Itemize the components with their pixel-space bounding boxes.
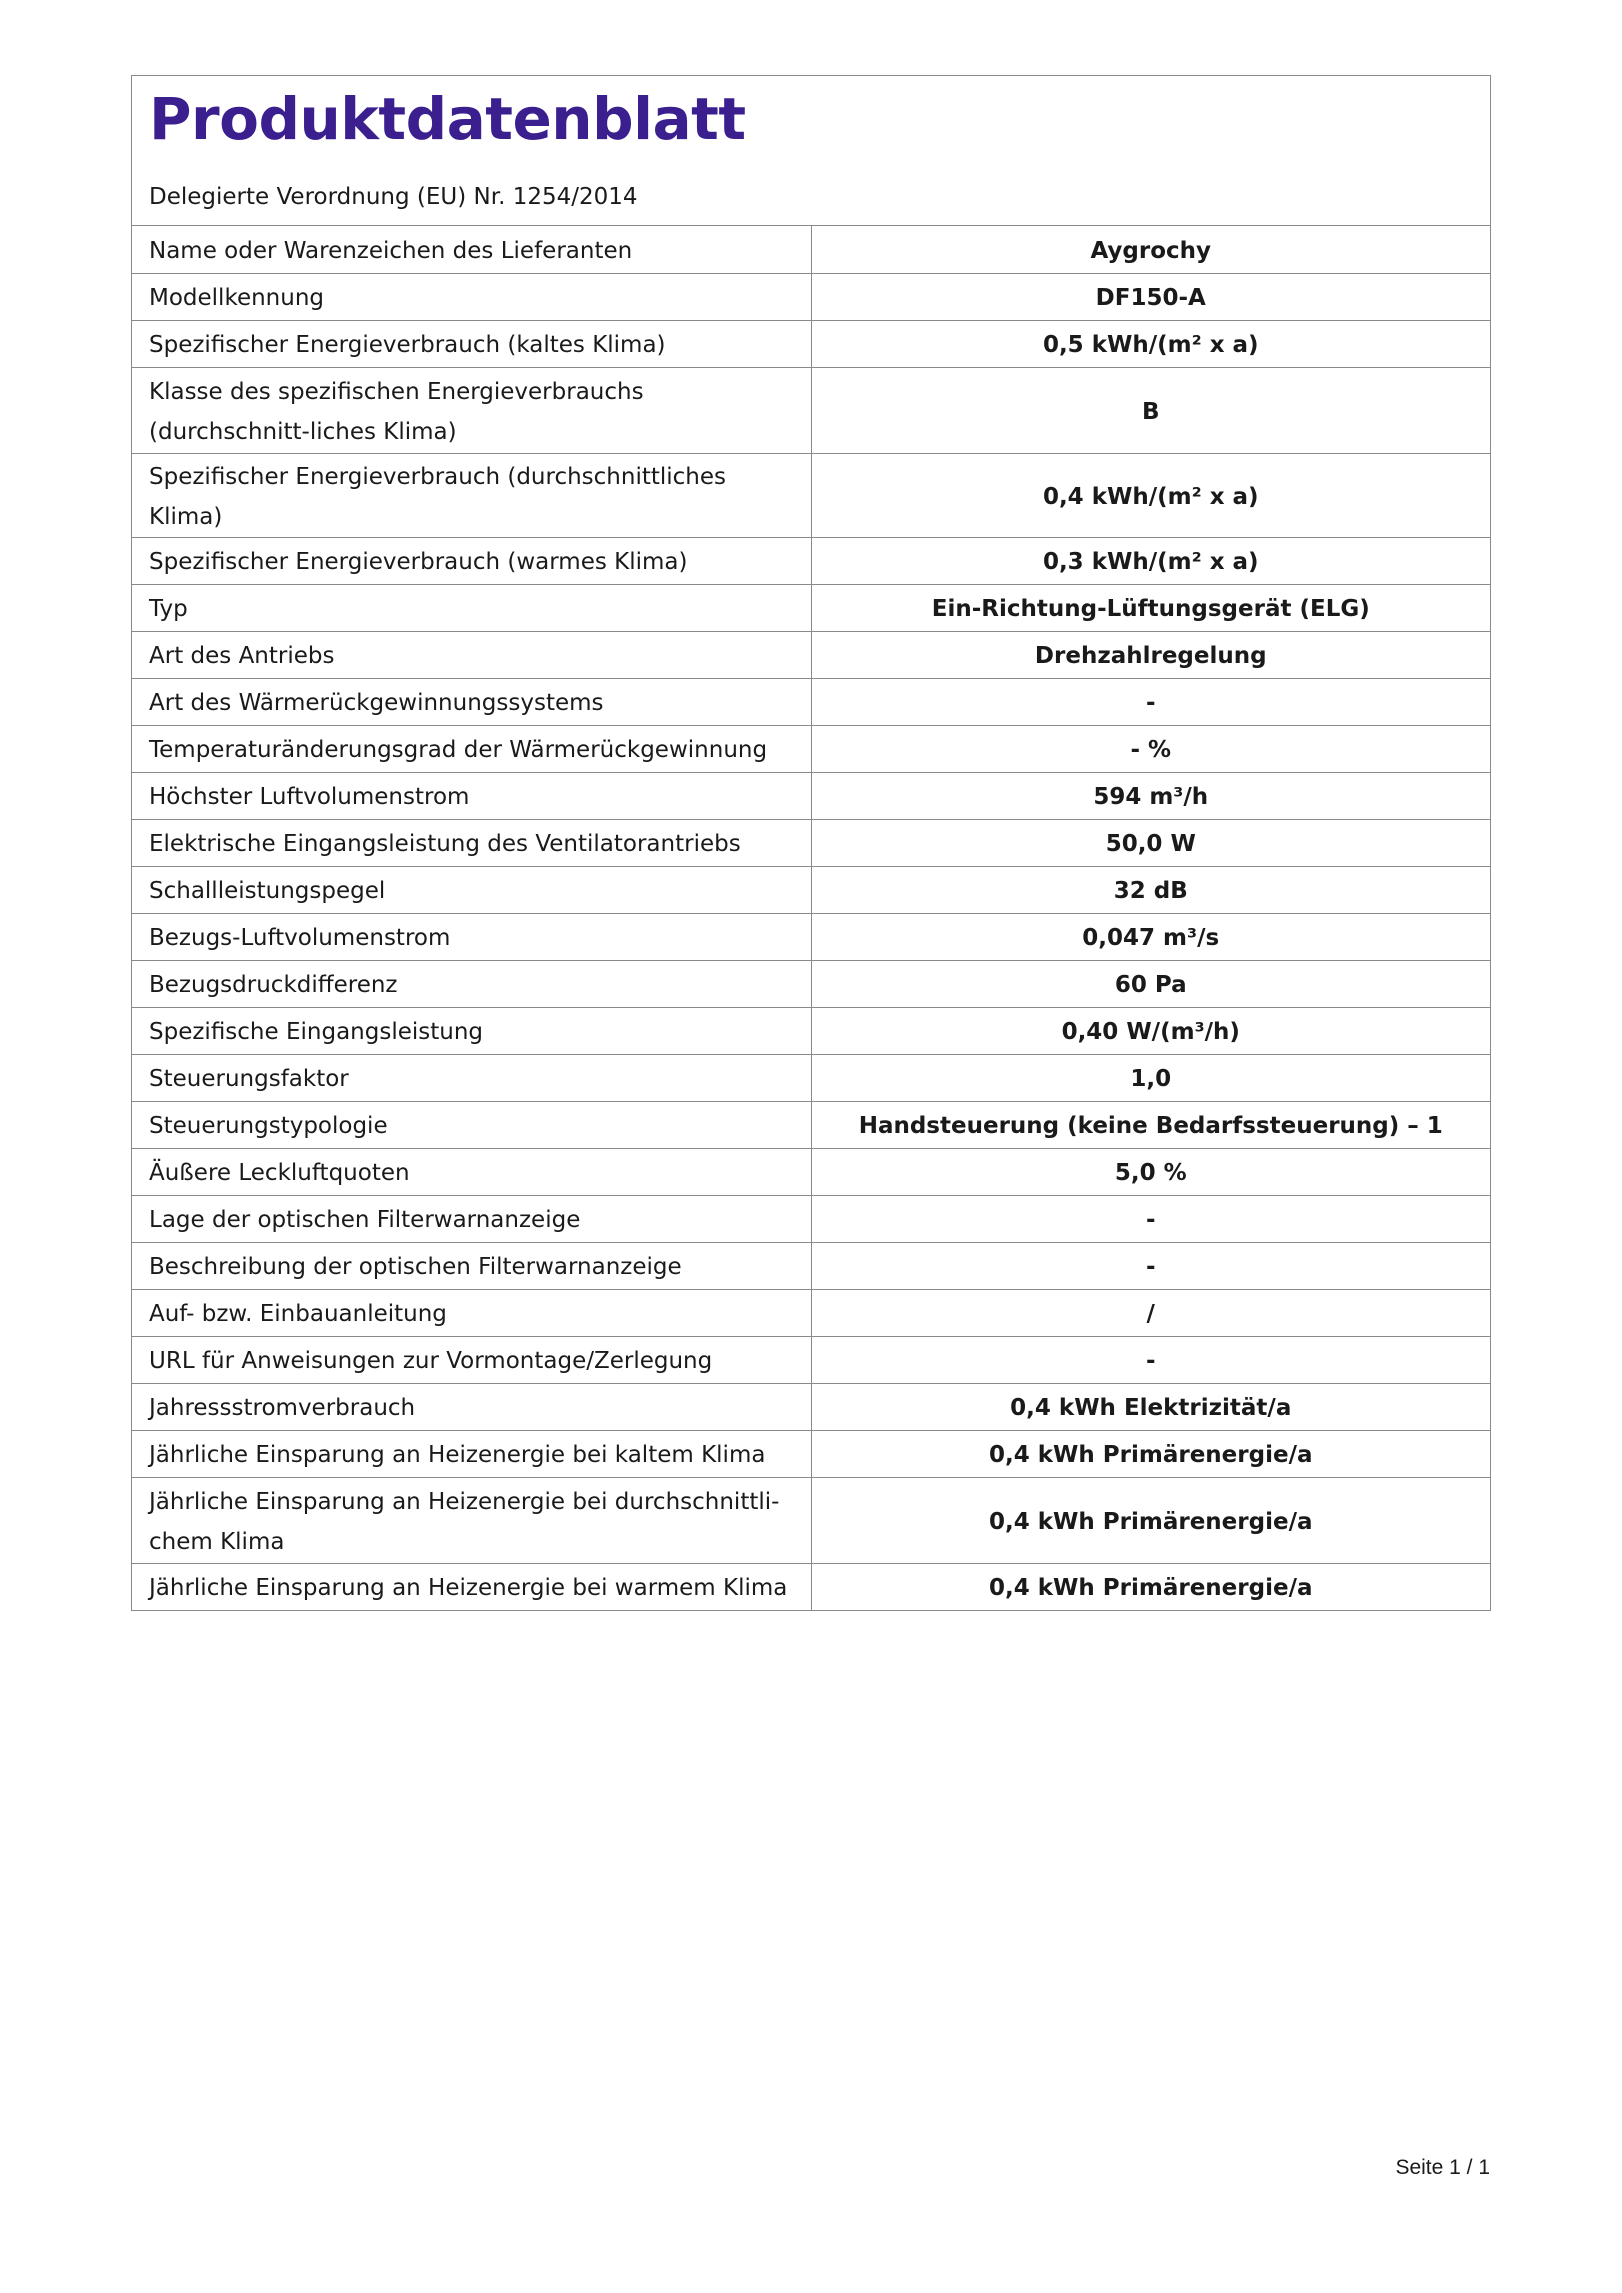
row-label: Elektrische Eingangsleistung des Ventilatorantriebs xyxy=(132,819,811,866)
page-title: Produktdatenblatt xyxy=(149,85,746,153)
table-row xyxy=(132,1336,1490,1383)
row-label: Name oder Warenzeichen des Lieferanten xyxy=(149,237,633,264)
row-label: Bezugsdruckdifferenz xyxy=(132,960,811,1007)
table-row xyxy=(132,1195,1490,1242)
table-row xyxy=(132,1054,1490,1101)
table-row xyxy=(132,226,1490,273)
row-label: Modellkennung xyxy=(132,273,811,320)
row-value: 5,0 % xyxy=(811,1148,1490,1195)
table-row xyxy=(132,1007,1490,1054)
table-row xyxy=(132,1563,1490,1610)
row-label: Typ xyxy=(132,584,811,631)
row-label: Beschreibung der optischen Filterwarnanzeige xyxy=(132,1242,811,1289)
row-label: Lage der optischen Filterwarnanzeige xyxy=(132,1195,811,1242)
row-value: 594 m³/h xyxy=(811,772,1490,819)
row-value: Ein-Richtung-Lüftungsgerät (ELG) xyxy=(811,584,1490,631)
row-label: Spezifischer Energieverbrauch (durchschnittliches Klima) xyxy=(132,453,811,537)
row-value: 0,5 kWh/(m² x a) xyxy=(811,320,1490,367)
row-label: Jährliche Einsparung an Heizenergie bei warmem Klima xyxy=(132,1563,811,1610)
row-value: / xyxy=(811,1289,1490,1336)
table-row xyxy=(132,1148,1490,1195)
row-value: Drehzahlregelung xyxy=(811,631,1490,678)
table-row xyxy=(132,819,1490,866)
sheet-header xyxy=(132,76,1490,226)
table-row xyxy=(132,772,1490,819)
row-label: Höchster Luftvolumenstrom xyxy=(132,772,811,819)
table-row xyxy=(132,725,1490,772)
table-row xyxy=(132,537,1490,584)
row-value: 0,4 kWh Primärenergie/a xyxy=(811,1563,1490,1610)
row-label: URL für Anweisungen zur Vormontage/Zerlegung xyxy=(132,1336,811,1383)
row-label: Spezifischer Energieverbrauch (warmes Klima) xyxy=(132,537,811,584)
table-row xyxy=(132,1430,1490,1477)
row-value: 32 dB xyxy=(811,866,1490,913)
row-value: - xyxy=(811,1242,1490,1289)
row-value: DF150-A xyxy=(811,273,1490,320)
row-label: Steuerungsfaktor xyxy=(132,1054,811,1101)
regulation-reference: Delegierte Verordnung (EU) Nr. 1254/2014 xyxy=(149,184,638,210)
row-label: Auf- bzw. Einbauanleitung xyxy=(132,1289,811,1336)
table-row xyxy=(132,367,1490,453)
row-value: 0,4 kWh Elektrizität/a xyxy=(811,1383,1490,1430)
row-label: Steuerungstypologie xyxy=(132,1101,811,1148)
row-label: Spezifische Eingangsleistung xyxy=(132,1007,811,1054)
row-label: Schallleistungspegel xyxy=(132,866,811,913)
row-value: 0,4 kWh/(m² x a) xyxy=(811,453,1490,537)
row-label: Jahressstromverbrauch xyxy=(132,1383,811,1430)
product-data-sheet xyxy=(131,75,1491,1611)
row-value: 60 Pa xyxy=(811,960,1490,1007)
row-label: Art des Antriebs xyxy=(132,631,811,678)
row-value: 0,3 kWh/(m² x a) xyxy=(811,537,1490,584)
page-number: Seite 1 / 1 xyxy=(1395,2156,1490,2179)
row-value: 0,40 W/(m³/h) xyxy=(811,1007,1490,1054)
row-value: - xyxy=(811,678,1490,725)
row-value: B xyxy=(811,367,1490,453)
table-row xyxy=(132,866,1490,913)
row-value: 1,0 xyxy=(811,1054,1490,1101)
table-row xyxy=(132,453,1490,537)
table-row xyxy=(132,631,1490,678)
row-value: - xyxy=(811,1336,1490,1383)
table-row xyxy=(132,960,1490,1007)
table-row xyxy=(132,1383,1490,1430)
row-label: Klasse des spezifischen Energieverbrauchs (durchschnitt-liches Klima) xyxy=(132,367,811,453)
row-value: 0,047 m³/s xyxy=(811,913,1490,960)
row-value: 0,4 kWh Primärenergie/a xyxy=(811,1477,1490,1563)
row-label: Temperaturänderungsgrad der Wärmerückgewinnung xyxy=(132,725,811,772)
table-row xyxy=(132,1101,1490,1148)
spec-table xyxy=(132,226,1490,1610)
row-value: - xyxy=(811,1195,1490,1242)
table-row xyxy=(132,1477,1490,1563)
table-row xyxy=(132,1289,1490,1336)
row-value: Handsteuerung (keine Bedarfssteuerung) – 1 xyxy=(811,1101,1490,1148)
table-row xyxy=(132,678,1490,725)
row-value: 0,4 kWh Primärenergie/a xyxy=(811,1430,1490,1477)
table-row xyxy=(132,1242,1490,1289)
table-row xyxy=(132,320,1490,367)
row-value: - % xyxy=(811,725,1490,772)
row-label: Art des Wärmerückgewinnungssystems xyxy=(132,678,811,725)
row-value: 50,0 W xyxy=(811,819,1490,866)
row-value: Aygrochy xyxy=(811,226,1490,273)
row-label: Jährliche Einsparung an Heizenergie bei kaltem Klima xyxy=(132,1430,811,1477)
row-label: Bezugs-Luftvolumenstrom xyxy=(132,913,811,960)
table-row xyxy=(132,913,1490,960)
row-label: Spezifischer Energieverbrauch (kaltes Klima) xyxy=(132,320,811,367)
table-row xyxy=(132,273,1490,320)
row-label: Äußere Leckluftquoten xyxy=(132,1148,811,1195)
table-row xyxy=(132,584,1490,631)
row-label: Jährliche Einsparung an Heizenergie bei durchschnittli-chem Klima xyxy=(132,1477,811,1563)
